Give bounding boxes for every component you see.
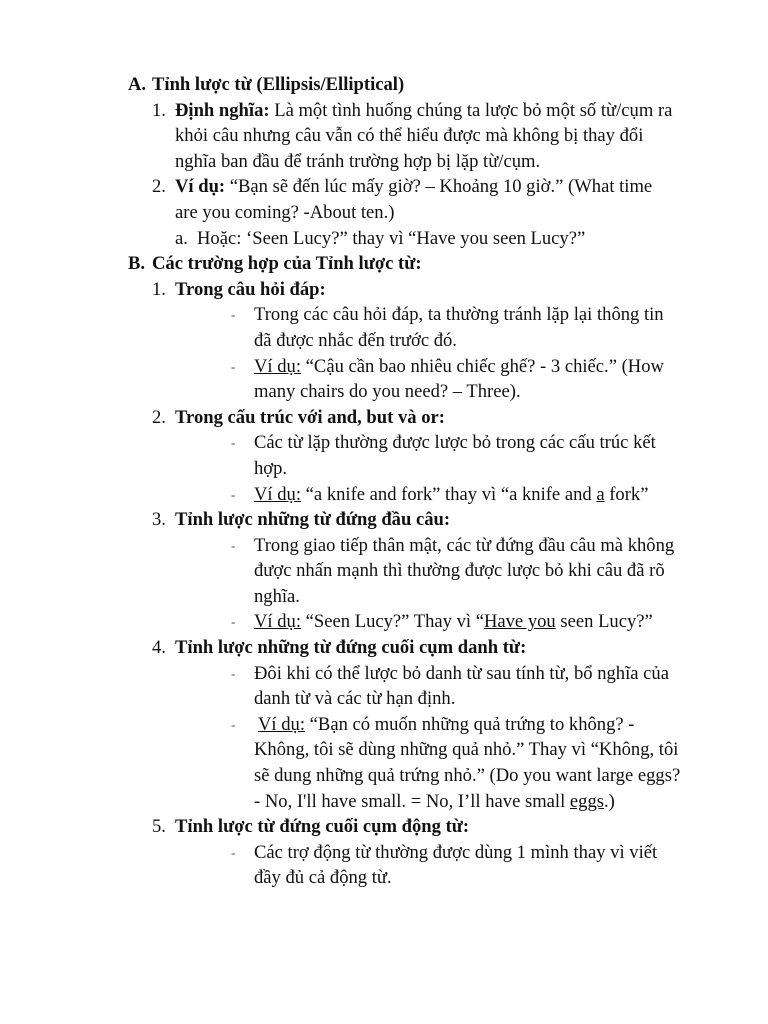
definition-item [0,98,768,124]
bullet-text-line: đã được nhắc đến trước đó. [254,329,457,351]
bullet-text-line: hợp. [254,457,288,479]
example-label: Ví dụ: [258,713,306,735]
bullet-text: “Seen Lucy?” Thay vì “ [301,611,484,633]
bullet-text-line: nghĩa. [254,585,300,607]
item-marker: 2. [152,406,166,428]
section-b-marker: B. [128,253,146,275]
example-label: Ví dụ: [254,355,302,377]
case-title: Trong câu hỏi đáp: [175,278,326,300]
case-4-heading [0,635,768,661]
underlined-word: a [596,483,605,505]
definition-label: Định nghĩa: [175,99,270,121]
definition-text-line: khỏi câu nhưng câu vẫn có thể hiểu được mà không bị thay đổi [175,125,644,147]
bullet-item [0,482,768,508]
item-marker: 4. [152,637,166,659]
case-title: Tỉnh lược những từ đứng đầu câu: [175,509,451,531]
case-5-heading [0,814,768,840]
dash-bullet: - [231,844,236,860]
bullet-item [0,533,768,559]
bullet-text-line: sẽ dung những quả trứng nhỏ.” (Do you want large eggs? [254,765,681,787]
bullet-text: Đôi khi có thể lược bỏ danh từ sau tính từ, bổ nghĩa của [254,662,669,684]
bullet-item [0,712,768,738]
case-2-heading [0,405,768,431]
dash-bullet: - [231,307,236,323]
section-b-heading [0,251,768,277]
item-marker: 1. [152,99,166,121]
case-3-heading [0,507,768,533]
item-marker: 5. [152,816,166,838]
bullet-text-line: được nhấn mạnh thì thường được lược bỏ khi câu đã rõ [254,560,665,582]
bullet-text: Trong các câu hỏi đáp, ta thường tránh lặp lại thông tin [254,304,664,326]
underlined-word: eggs [569,790,605,812]
bullet-item [0,302,768,328]
example-label: Ví dụ: [254,483,302,505]
section-b-title: Các trường hợp của Tỉnh lược từ: [152,253,422,275]
bullet-text: Các trợ động từ thường được dùng 1 mình thay vì viết [254,841,658,863]
bullet-item [0,661,768,687]
bullet-text: seen Lucy?” [555,611,653,633]
item-marker: 1. [152,278,166,300]
bullet-text-line: many chairs do you need? – Three). [254,381,521,403]
item-marker: 2. [152,176,166,198]
bullet-text: Các từ lặp thường được lược bỏ trong các cấu trúc kết [254,432,656,454]
bullet-text: “Cậu cần bao nhiêu chiếc ghế? - 3 chiếc.” (How [301,355,664,377]
bullet-item [0,609,768,635]
section-a-heading [0,72,768,98]
bullet-text-line: - No, I'll have small. = No, I’ll have small [254,790,570,812]
dash-bullet: - [231,537,236,553]
example-item [0,174,768,200]
case-title: Trong cấu trúc với and, but và or: [175,406,445,428]
case-1-heading [0,277,768,303]
case-title: Tỉnh lược những từ đứng cuối cụm danh từ: [175,637,527,659]
section-a-title: Tỉnh lược từ (Ellipsis/Elliptical) [152,74,405,95]
bullet-text-line: danh từ và các từ hạn định. [254,688,456,710]
section-a-marker: A. [128,74,147,95]
example-text-line: are you coming? -About ten.) [175,201,395,223]
sub-item-marker: a. [175,227,188,249]
example-text: “Bạn sẽ đến lúc mấy giờ? – Khoảng 10 giờ.” (What time [225,176,653,198]
dash-bullet: - [231,435,236,451]
bullet-text-line: Không, tôi sẽ dùng những quả nhỏ.” Thay vì “Không, tôi [254,739,679,761]
case-title: Tỉnh lược từ đứng cuối cụm động từ: [175,816,470,838]
bullet-text-line: đầy đủ cả động từ. [254,867,392,889]
bullet-text: fork” [604,483,649,505]
sub-item-text: Hoặc: ‘Seen Lucy?” thay vì “Have you seen Lucy?” [197,227,586,249]
bullet-text: Trong giao tiếp thân mật, các từ đứng đầu câu mà không [254,534,675,556]
bullet-item [0,840,768,866]
dash-bullet: - [231,486,236,502]
bullet-item [0,430,768,456]
example-label: Ví dụ: [254,611,302,633]
example-label: Ví dụ: [175,176,226,198]
item-marker: 3. [152,509,166,531]
bullet-text-line: .) [604,790,615,812]
dash-bullet: - [231,358,236,374]
definition-text: Là một tình huống chúng ta lược bỏ một số từ/cụm ra [269,99,673,121]
sub-item-a [0,226,768,252]
dash-bullet: - [231,716,236,732]
dash-bullet: - [231,665,236,681]
bullet-text: “Bạn có muốn những quả trứng to không? - [305,713,635,735]
underlined-phrase: Have you [483,611,556,633]
bullet-item [0,354,768,380]
dash-bullet: - [231,614,236,630]
bullet-text: “a knife and fork” thay vì “a knife and [301,483,597,505]
definition-text-line: nghĩa ban đầu để tránh trường hợp bị lặp từ/cụm. [175,150,541,172]
